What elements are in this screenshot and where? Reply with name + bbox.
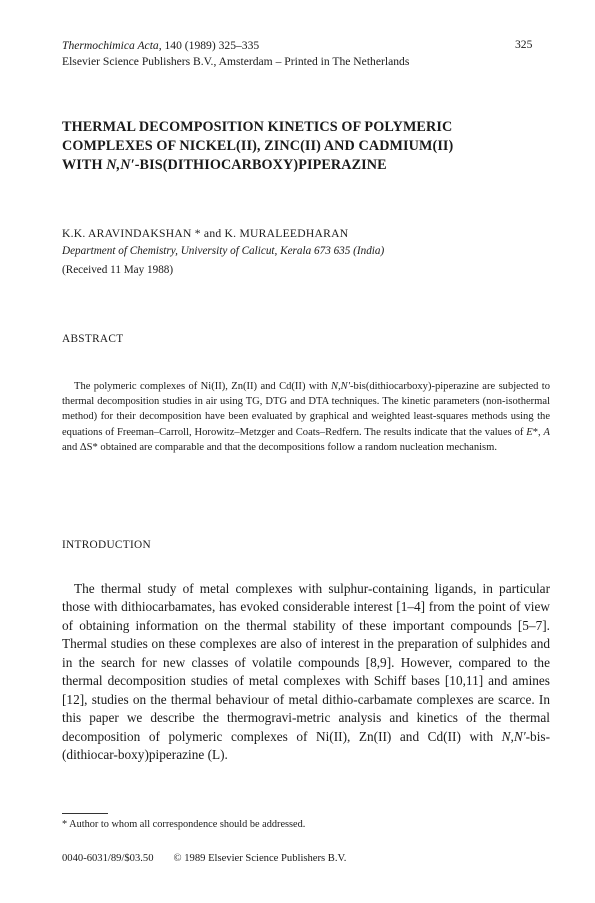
running-header	[62, 38, 550, 69]
journal-name: Thermochimica Acta,	[62, 39, 162, 52]
page-number: 325	[515, 38, 533, 51]
price-code: 0040-6031/89/$03.50	[62, 853, 154, 864]
affiliation: Department of Chemistry, University of Calicut, Kerala 673 635 (India)	[62, 245, 385, 257]
title-line-3: WITH N,N′-BIS(DITHIOCARBOXY)PIPERAZINE	[62, 156, 387, 173]
abstract-body: The polymeric complexes of Ni(II), Zn(II) and Cd(II) with N,N′-bis(dithiocarboxy)-piperazine are subjected to thermal decomposition studies in air using TG, DTG and DTA techniques. The kinetic parameters (non-isothermal method) for their decomposition have been evaluated by graphical and weighted least-squares methods using the equations of Freeman–Carroll, Horowitz–Metzger and Coats–Redfern. The results indicate that the values of E*, A and ΔS* obtained are comparable and that the decompositions follow a random nucleation mechanism.	[62, 381, 551, 453]
footnote-divider	[62, 813, 108, 814]
copyright: © 1989 Elsevier Science Publishers B.V.	[173, 853, 347, 864]
introduction-body: The thermal study of metal complexes with sulphur-containing ligands, in particular those with dithiocarbamates, has evoked considerable interest [1–4] from the point of view of obtaining information on the thermal stability of these important compounds [5–7]. Thermal studies on these complexes are also of interest in the preparation of sulphides and in the search for new classes of volatile compounds [8,9]. However, compared to the thermal decomposition studies of metal complexes with Schiff bases [10,11] and amines [12], studies on the thermal behaviour of metal dithio-carbamate complexes are scarce. In this paper we describe the thermogravi-metric analysis and kinetics of the thermal decomposition of polymeric complexes of Ni(II), Zn(II) and Cd(II) with N,N′-bis-(dithiocar-boxy)piperazine (L).	[62, 581, 550, 763]
introduction-heading: INTRODUCTION	[62, 539, 151, 551]
issn-line	[62, 853, 550, 864]
abstract-heading: ABSTRACT	[62, 333, 124, 345]
author-list: K.K. ARAVINDAKSHAN * and K. MURALEEDHARAN	[62, 227, 349, 240]
publisher-line: Elsevier Science Publishers B.V., Amsterdam – Printed in The Netherlands	[62, 54, 410, 68]
received-date: (Received 11 May 1988)	[62, 264, 174, 276]
title-line-2: COMPLEXES OF NICKEL(II), ZINC(II) AND CADMIUM(II)	[62, 137, 454, 154]
title-line-1: THERMAL DECOMPOSITION KINETICS OF POLYMERIC	[62, 119, 453, 135]
article-title	[62, 118, 550, 174]
footnote: * Author to whom all correspondence should be addressed.	[62, 819, 306, 830]
journal-citation	[62, 38, 550, 54]
journal-reference: 140 (1989) 325–335	[161, 39, 260, 52]
